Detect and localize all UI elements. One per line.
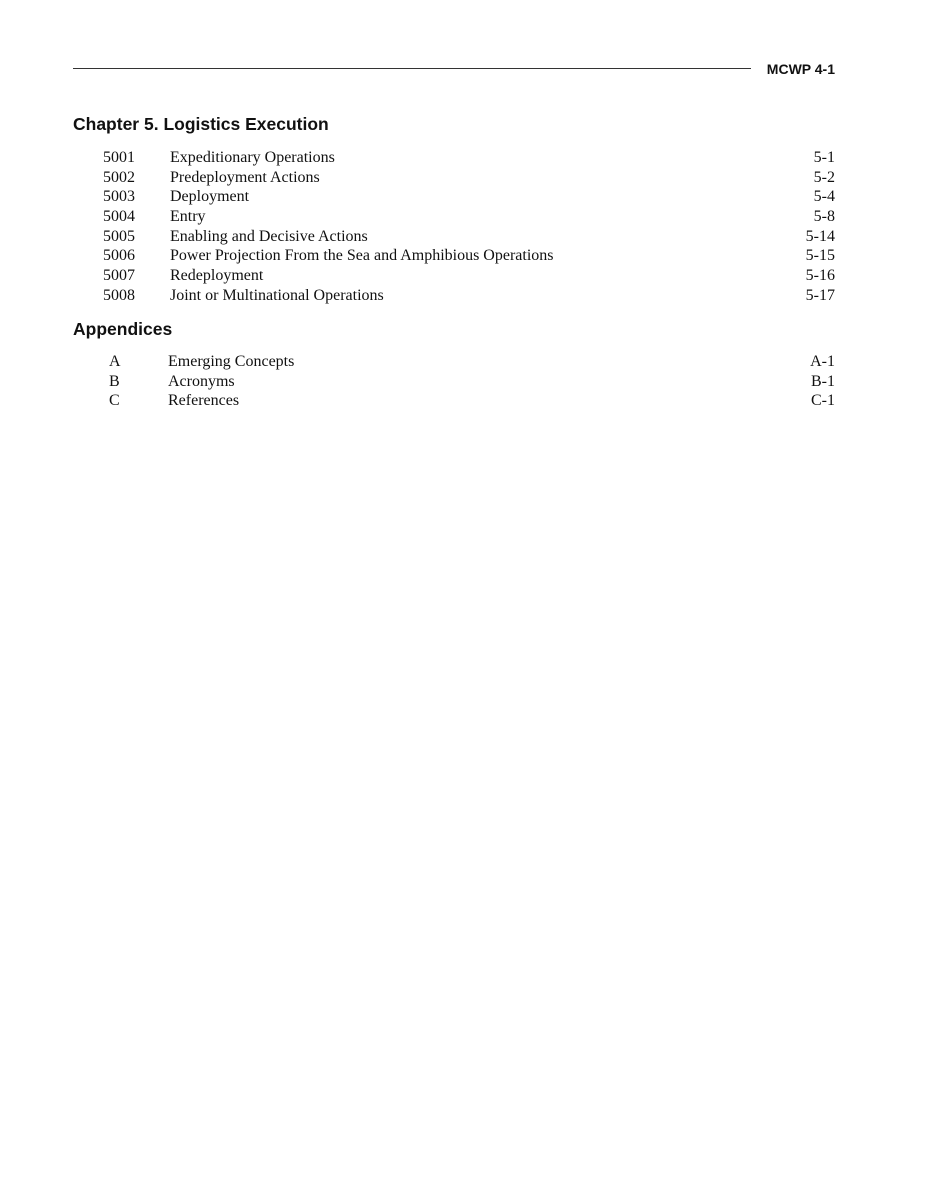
section-title: Redeployment <box>170 267 264 285</box>
page-number: 5-2 <box>813 168 835 186</box>
section-number: 5001 <box>103 149 135 166</box>
section-number: 5003 <box>103 188 135 206</box>
appendix-letter: A <box>109 353 121 370</box>
page-header <box>73 60 835 80</box>
chapter-contents-list <box>73 148 835 306</box>
page-number: C-1 <box>811 392 835 410</box>
section-number: 5008 <box>103 286 135 304</box>
page-number: 5-17 <box>805 286 835 304</box>
page-number: 5-14 <box>805 227 835 245</box>
toc-entry[interactable] <box>73 391 835 411</box>
section-title: Deployment <box>170 188 250 206</box>
publication-title: MCWP 4-1 <box>766 61 835 77</box>
toc-entry[interactable] <box>73 286 835 306</box>
page-number: 5-8 <box>813 208 835 226</box>
page-number: A-1 <box>810 353 835 370</box>
page-number: 5-15 <box>805 247 835 265</box>
section-title: Predeployment Actions <box>170 168 320 186</box>
section-number: 5007 <box>103 267 135 285</box>
section-number: 5005 <box>103 227 135 245</box>
section-number: 5004 <box>103 208 135 226</box>
section-number: 5006 <box>103 247 135 265</box>
appendix-title: Acronyms <box>168 372 235 390</box>
appendix-letter: B <box>109 372 120 390</box>
toc-entry[interactable] <box>73 168 835 188</box>
toc-entry[interactable] <box>73 148 835 168</box>
section-title: Enabling and Decisive Actions <box>170 227 368 245</box>
toc-entry[interactable] <box>73 372 835 392</box>
appendix-title: References <box>168 392 240 410</box>
section-title: Entry <box>170 208 206 226</box>
page-number: B-1 <box>811 372 835 390</box>
appendices-heading: Appendices <box>73 319 173 339</box>
section-title: Power Projection From the Sea and Amphibious Operations <box>170 247 554 265</box>
page-number: 5-1 <box>813 149 835 166</box>
appendix-letter: C <box>109 392 120 410</box>
toc-entry[interactable] <box>73 246 835 266</box>
page-number: 5-16 <box>805 267 835 285</box>
section-number: 5002 <box>103 168 135 186</box>
section-title: Joint or Multinational Operations <box>170 286 384 304</box>
appendix-title: Emerging Concepts <box>168 353 295 370</box>
section-title: Expeditionary Operations <box>170 149 335 166</box>
page-number: 5-4 <box>813 188 835 206</box>
toc-entry[interactable] <box>73 266 835 286</box>
toc-entry[interactable] <box>73 207 835 227</box>
toc-entry[interactable] <box>73 227 835 247</box>
chapter-heading: Chapter 5. Logistics Execution <box>73 114 329 134</box>
toc-entry[interactable] <box>73 352 835 372</box>
header-rule <box>73 68 751 69</box>
toc-entry[interactable] <box>73 187 835 207</box>
appendices-contents-list <box>73 352 835 411</box>
